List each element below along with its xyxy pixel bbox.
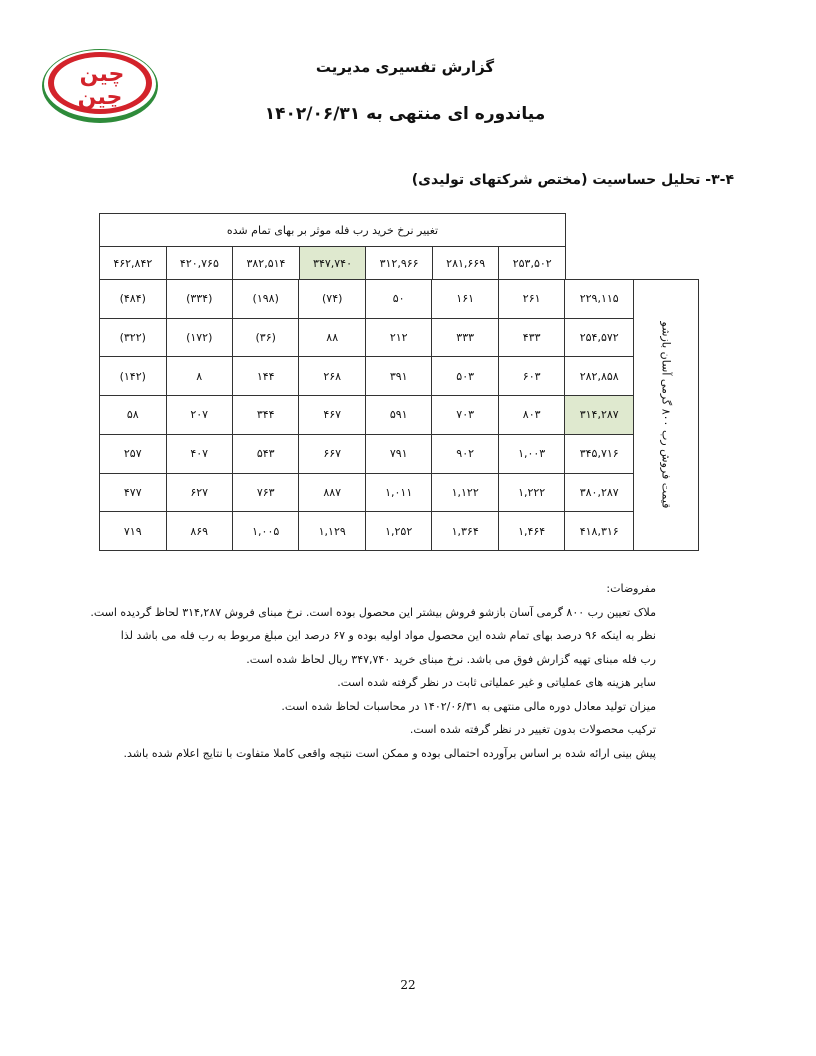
assumption-line: میزان تولید معادل دوره مالی منتهی به ۱۴۰۲/۰۶/۳۱ در محاسبات لحاظ شده است.: [281, 699, 656, 713]
table-cell: ۸: [166, 357, 232, 396]
table-cell: ۳۳۳: [432, 318, 498, 357]
table-cell: ۴۳۳: [498, 318, 564, 357]
table-cell: (۳۳۴): [166, 280, 232, 319]
table-cell: ۴۶۷: [299, 396, 365, 435]
table-cell: ۱,۰۰۳: [498, 434, 564, 473]
table-cell: ۸۶۹: [166, 512, 232, 551]
table-cell: ۴۷۷: [100, 473, 167, 512]
column-caption: تغییر نرخ خرید رب فله موثر بر بهای تمام شده: [100, 214, 566, 247]
table-cell: ۵۴۳: [232, 434, 298, 473]
column-value: ۴۲۰,۷۶۵: [166, 247, 233, 280]
table-cell: (۱۷۲): [166, 318, 232, 357]
table-row: [100, 434, 699, 473]
table-cell: ۵۰: [365, 280, 431, 319]
table-cell: ۳۹۱: [365, 357, 431, 396]
report-period: میاندوره ای منتهی به ۱۴۰۲/۰۶/۳۱: [264, 104, 546, 124]
table-cell: ۲۰۷: [166, 396, 232, 435]
table-cell: (۷۴): [299, 280, 365, 319]
table-cell: ۱۶۱: [432, 280, 498, 319]
report-title: گزارش تفسیری مدیریت: [315, 58, 495, 76]
row-price: ۲۵۴,۵۷۲: [565, 318, 634, 357]
table-row: [100, 318, 699, 357]
table-row: [100, 512, 699, 551]
table-cell: ۱,۲۲۲: [498, 473, 564, 512]
table-cell: (۴۸۴): [100, 280, 167, 319]
table-cell: (۳۲۲): [100, 318, 167, 357]
table-cell: ۶۲۷: [166, 473, 232, 512]
table-cell: (۳۶): [232, 318, 298, 357]
column-value: ۳۱۲,۹۶۶: [366, 247, 433, 280]
column-value: ۳۸۲,۵۱۴: [233, 247, 300, 280]
column-value: ۴۶۲,۸۴۲: [100, 247, 167, 280]
column-values-row: [100, 247, 566, 280]
table-cell: ۷۹۱: [365, 434, 431, 473]
table-cell: ۹۰۲: [432, 434, 498, 473]
table-cell: ۲۱۲: [365, 318, 431, 357]
table-cell: ۱۴۴: [232, 357, 298, 396]
table-cell: ۱,۰۱۱: [365, 473, 431, 512]
table-cell: ۱,۱۲۲: [432, 473, 498, 512]
table-cell: ۷۱۹: [100, 512, 167, 551]
assumption-line: رب فله مبنای تهیه گزارش فوق می باشد. نرخ مبنای خرید ۳۴۷,۷۴۰ ریال لحاظ شده است.: [246, 652, 656, 666]
column-header-table: [99, 213, 566, 280]
table-cell: ۸۰۳: [498, 396, 564, 435]
row-caption: قیمت فروش رب ۸۰۰ گرمی آسان بازشو: [659, 321, 673, 509]
assumptions-heading: مفروضات:: [606, 582, 656, 595]
table-cell: ۵۹۱: [365, 396, 431, 435]
row-price: ۳۴۵,۷۱۶: [565, 434, 634, 473]
table-row: [100, 396, 699, 435]
table-row: [100, 280, 699, 319]
logo-text-bottom: چین: [77, 85, 123, 110]
assumption-line: پیش بینی ارائه شده بر اساس برآورده احتمالی بوده و ممکن است نتیجه واقعی کاملا متفاوت با نتایج اعلام شده باشد.: [123, 746, 656, 760]
table-cell: ۷۰۳: [432, 396, 498, 435]
table-cell: ۱,۴۶۴: [498, 512, 564, 551]
column-value: ۲۵۳,۵۰۲: [499, 247, 566, 280]
table-row: [100, 357, 699, 396]
assumption-line: ترکیب محصولات بدون تغییر در نظر گرفته شده است.: [409, 723, 656, 736]
row-price: ۴۱۸,۳۱۶: [565, 512, 634, 551]
page-number: 22: [400, 978, 416, 992]
row-price: ۲۸۲,۸۵۸: [565, 357, 634, 396]
row-price-base: ۳۱۴,۲۸۷: [565, 396, 634, 435]
assumptions-block: [90, 577, 656, 765]
table-cell: ۱,۱۲۹: [299, 512, 365, 551]
table-cell: (۱۴۲): [100, 357, 167, 396]
company-logo: [40, 46, 160, 126]
row-price: ۲۲۹,۱۱۵: [565, 280, 634, 319]
logo-text-top: چین: [79, 62, 125, 87]
table-cell: ۲۵۷: [100, 434, 167, 473]
table-cell: ۱,۰۰۵: [232, 512, 298, 551]
assumption-line: ملاک تعیین رب ۸۰۰ گرمی آسان بازشو فروش بیشتر این محصول بوده است. نرخ مبنای فروش ۳۱۴,۲۸۷ لحاظ گردیده است.: [90, 605, 656, 619]
row-price: ۳۸۰,۲۸۷: [565, 473, 634, 512]
table-cell: ۱,۳۶۴: [432, 512, 498, 551]
table-cell: ۶۶۷: [299, 434, 365, 473]
row-caption-cell: [634, 280, 699, 551]
assumption-line: سایر هزینه های عملیاتی و غیر عملیاتی ثابت در نظر گرفته شده است.: [337, 676, 656, 689]
table-cell: ۱,۲۵۲: [365, 512, 431, 551]
column-value-base: ۳۴۷,۷۴۰: [299, 247, 366, 280]
column-value: ۲۸۱,۶۶۹: [432, 247, 499, 280]
table-cell: ۷۶۳: [232, 473, 298, 512]
table-cell: ۲۶۱: [498, 280, 564, 319]
table-row: [100, 473, 699, 512]
table-cell: ۶۰۳: [498, 357, 564, 396]
table-cell: ۵۸: [100, 396, 167, 435]
section-heading: ۳-۴- تحلیل حساسیت (مختص شرکتهای تولیدی): [411, 172, 734, 188]
table-cell: ۵۰۳: [432, 357, 498, 396]
table-cell: ۴۰۷: [166, 434, 232, 473]
table-cell: ۲۶۸: [299, 357, 365, 396]
assumption-line: نظر به اینکه ۹۶ درصد بهای تمام شده این محصول مواد اولیه بوده و ۶۷ درصد این مبلغ مربوط به رب فله می باشد لذا: [120, 629, 656, 642]
table-cell: ۸۸: [299, 318, 365, 357]
table-cell: (۱۹۸): [232, 280, 298, 319]
table-cell: ۳۴۴: [232, 396, 298, 435]
table-cell: ۸۸۷: [299, 473, 365, 512]
sensitivity-table: [99, 279, 699, 551]
